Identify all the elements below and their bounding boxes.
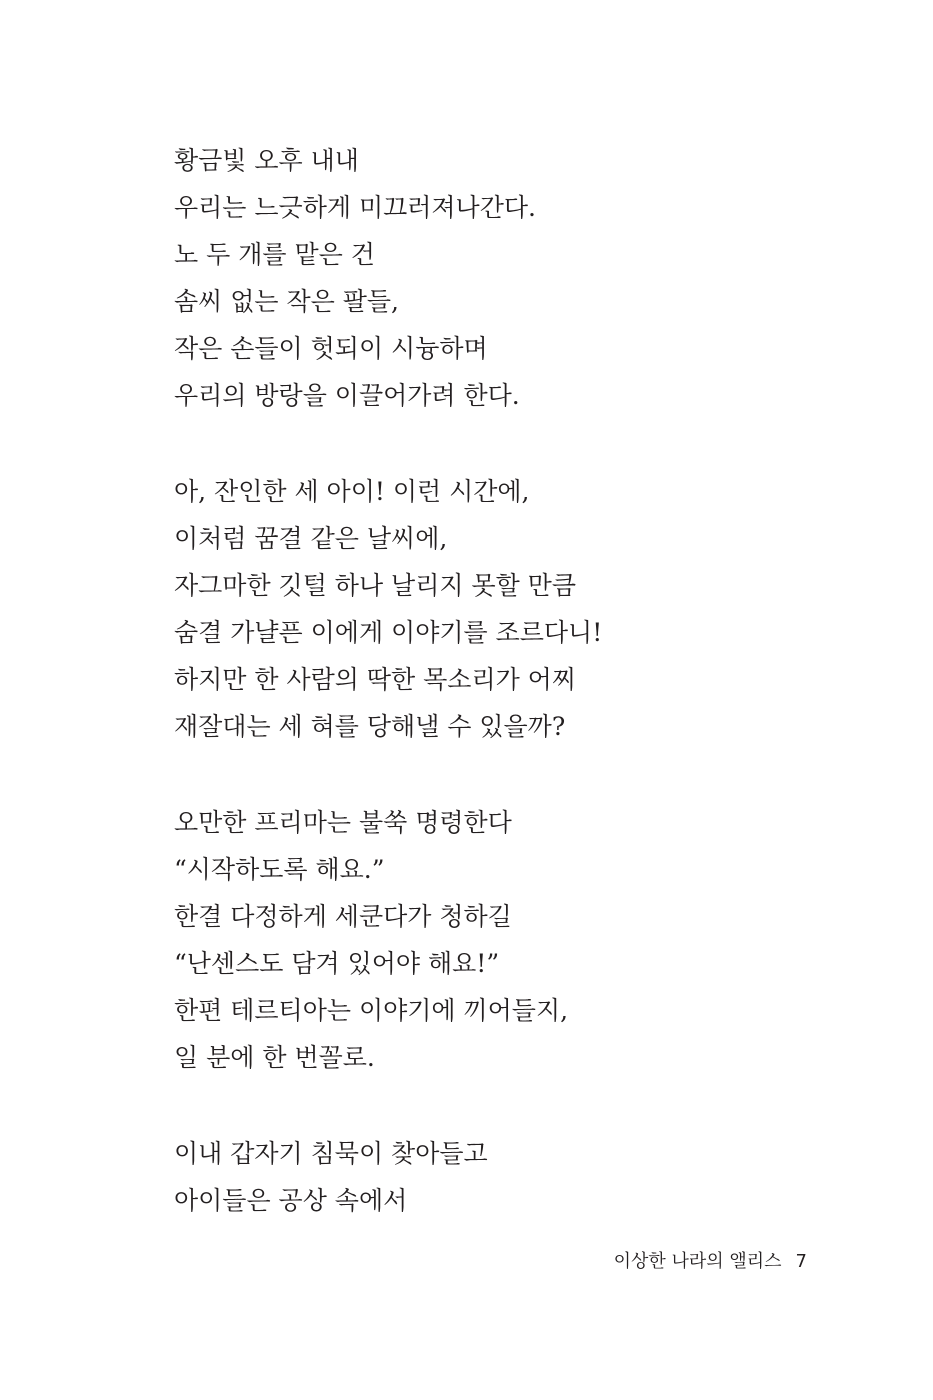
- poem-line: 일 분에 한 번꼴로.: [174, 1043, 375, 1072]
- stanza-2: [174, 468, 814, 750]
- poem-line: “난센스도 담겨 있어야 해요!”: [174, 949, 500, 978]
- poem-line: 재잘대는 세 혀를 당해낼 수 있을까?: [174, 712, 566, 741]
- poem-line: 아, 잔인한 세 아이! 이런 시간에,: [174, 477, 530, 506]
- poem-line: 자그마한 깃털 하나 날리지 못할 만큼: [174, 571, 576, 600]
- poem-line: 노 두 개를 맡은 건: [174, 240, 375, 269]
- poem-body: [174, 137, 814, 1273]
- poem-line: “시작하도록 해요.”: [174, 855, 385, 884]
- poem-line: 우리는 느긋하게 미끄러져나간다.: [174, 193, 536, 222]
- poem-line: 숨결 가냘픈 이에게 이야기를 조르다니!: [174, 618, 603, 647]
- poem-line: 이처럼 꿈결 같은 날씨에,: [174, 524, 448, 553]
- poem-line: 우리의 방랑을 이끌어가려 한다.: [174, 381, 520, 410]
- poem-line: 하지만 한 사람의 딱한 목소리가 어찌: [174, 665, 576, 694]
- poem-line: 아이들은 공상 속에서: [174, 1186, 408, 1215]
- running-title: 이상한 나라의 앨리스: [613, 1251, 782, 1272]
- page-footer: [614, 1248, 807, 1276]
- poem-line: 한편 테르티아는 이야기에 끼어들지,: [174, 996, 569, 1025]
- poem-line: 솜씨 없는 작은 팔들,: [174, 287, 399, 316]
- poem-line: 한결 다정하게 세쿤다가 청하길: [174, 902, 512, 931]
- poem-line: 황금빛 오후 내내: [174, 146, 359, 175]
- poem-line: 이내 갑자기 침묵이 찾아들고: [174, 1139, 488, 1168]
- page-number: 7: [795, 1251, 807, 1272]
- stanza-4: [174, 1130, 814, 1224]
- stanza-3: [174, 799, 814, 1081]
- stanza-1: [174, 137, 814, 419]
- poem-line: 오만한 프리마는 불쑥 명령한다: [174, 808, 512, 837]
- poem-line: 작은 손들이 헛되이 시늉하며: [174, 334, 488, 363]
